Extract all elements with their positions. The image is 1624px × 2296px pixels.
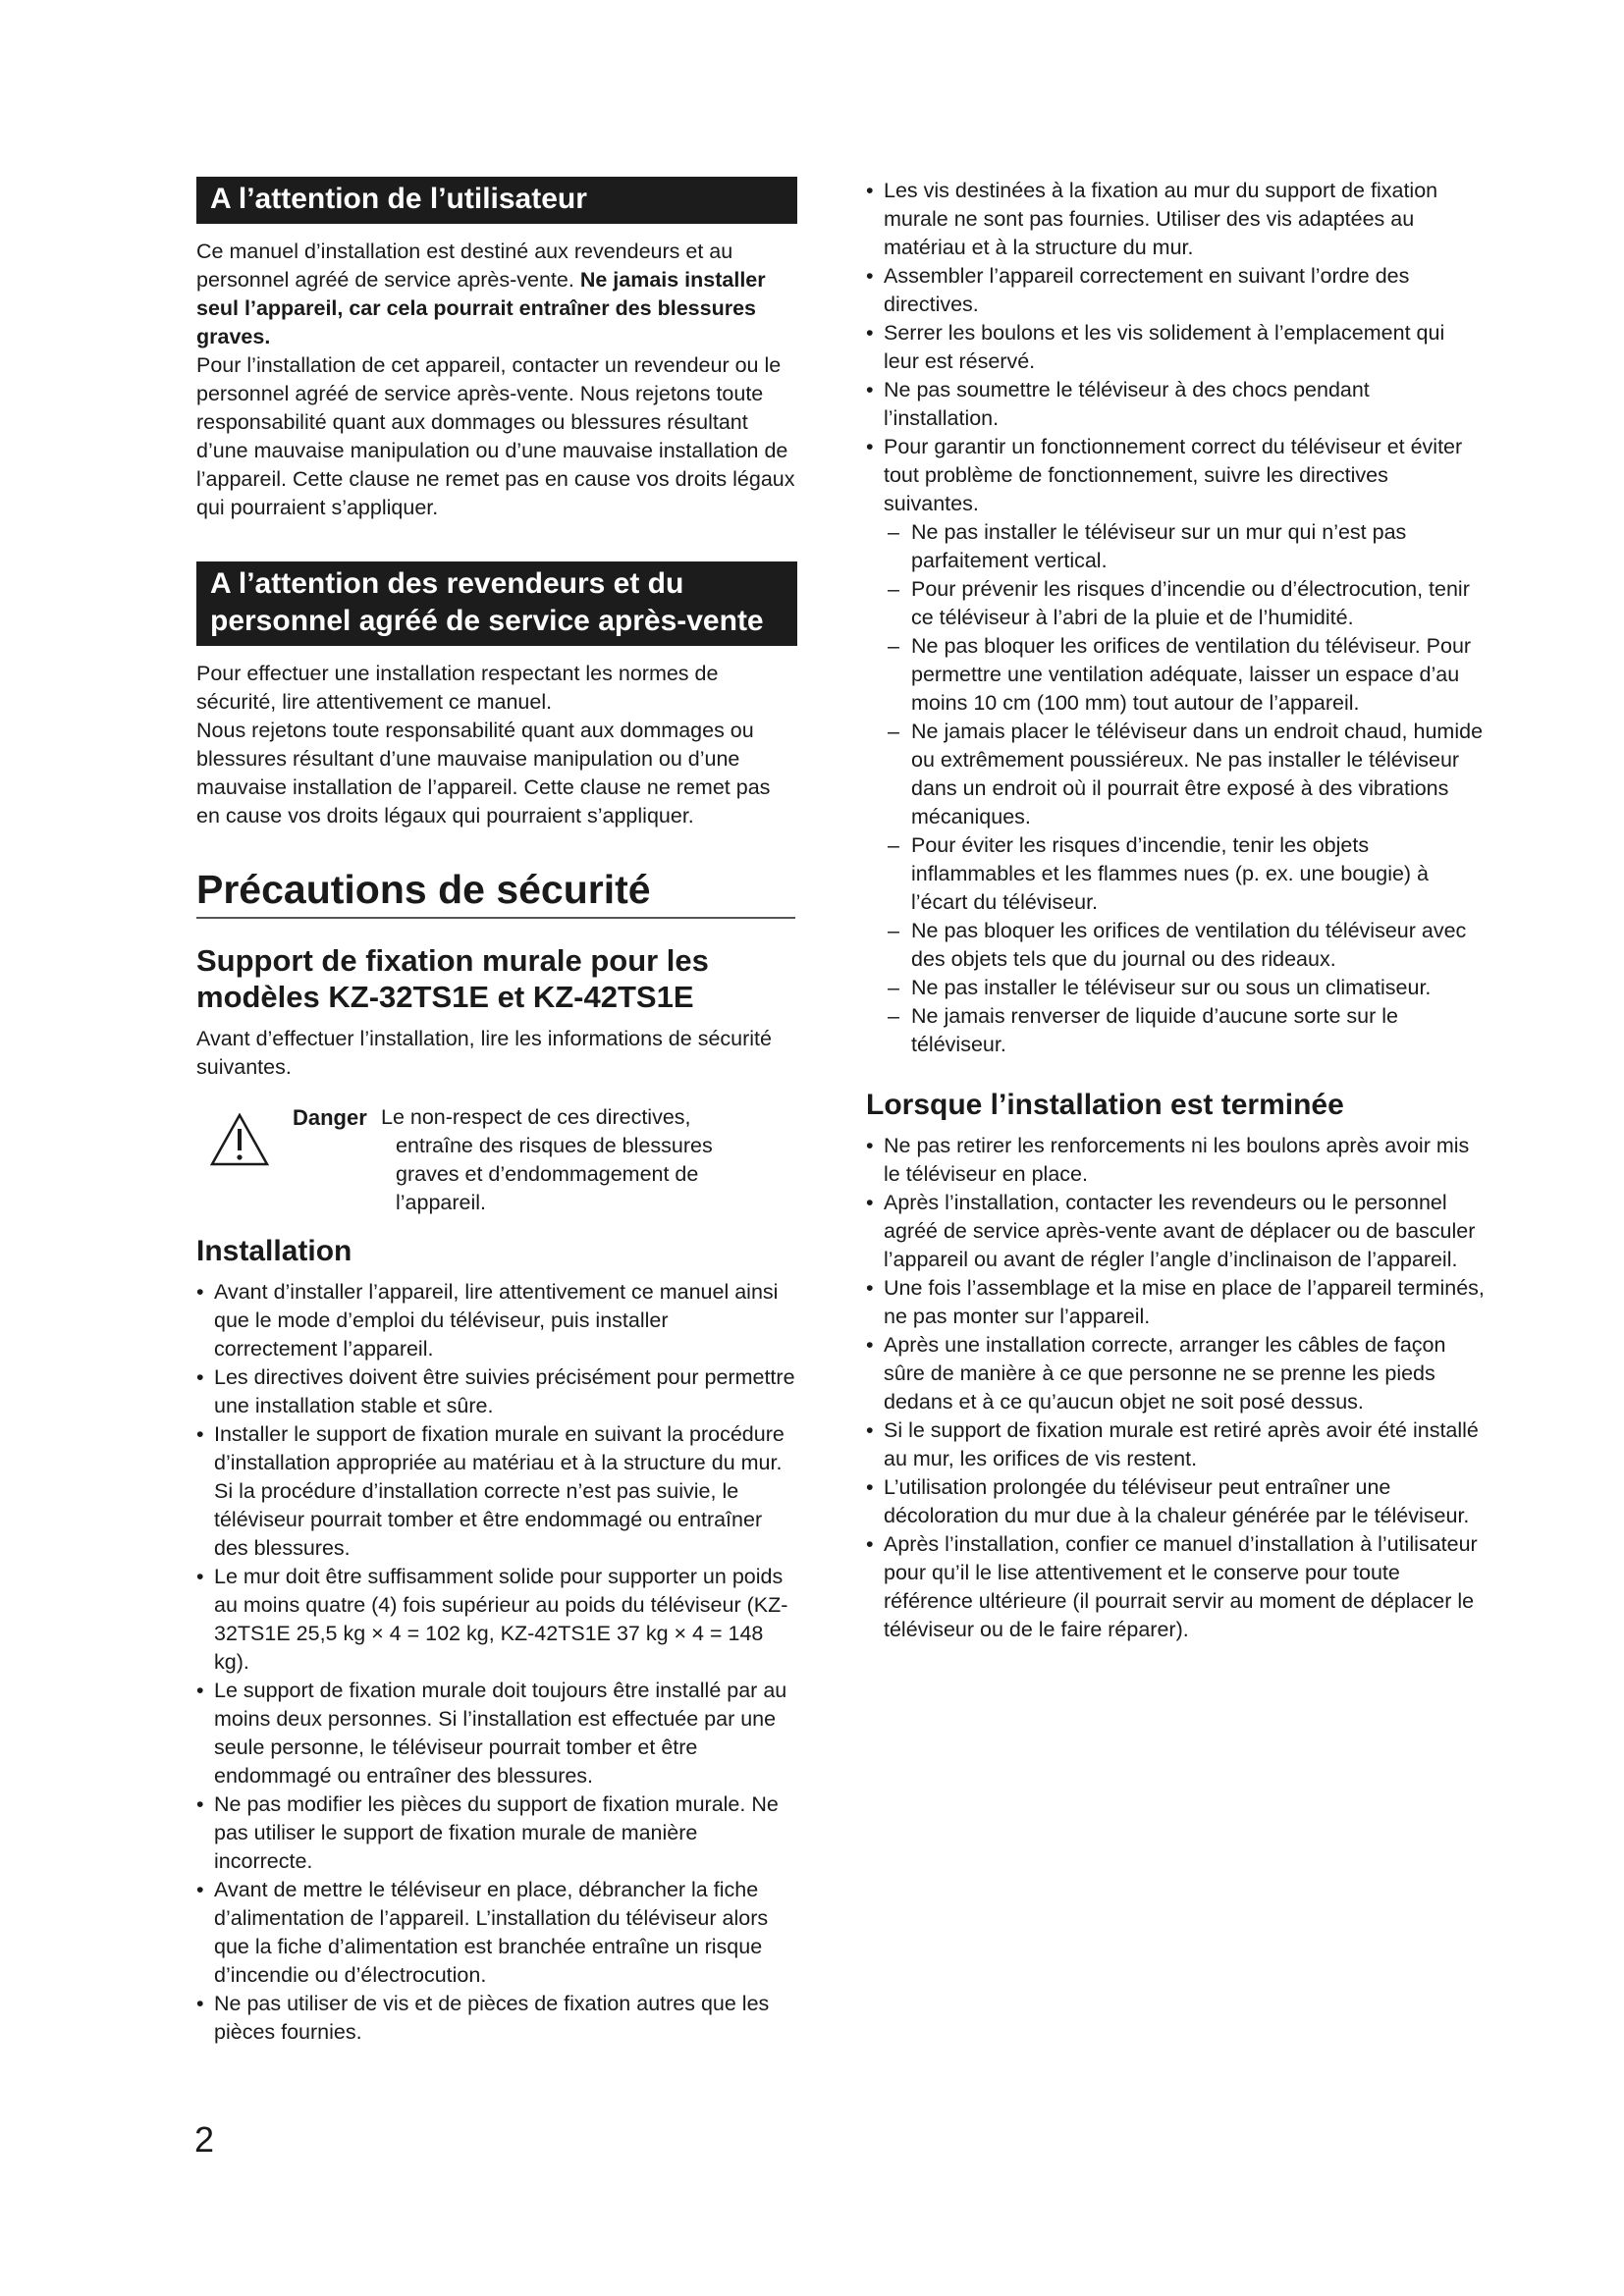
list-item: • Ne pas utiliser de vis et de pièces de fixation autres que les pièces fournies. bbox=[196, 1990, 795, 2047]
list-item: • Avant de mettre le téléviseur en place, débrancher la fiche d’alimentation de l’appareil. L’installation du téléviseur alors que la fiche d’alimentation est branchée entraîne un risque d’incendie ou d’électrocution. bbox=[196, 1876, 795, 1990]
list-item: • Le mur doit être suffisamment solide pour supporter un poids au moins quatre (4) fois supérieur au poids du téléviseur (KZ-32TS1E 25,5 kg × 4 = 102 kg, KZ-42TS1E 37 kg × 4 = 148 kg). bbox=[196, 1563, 795, 1677]
dealer-notice-banner bbox=[196, 561, 797, 646]
installation-list-continued bbox=[866, 177, 1485, 518]
user-notice-liability: Pour l’installation de cet appareil, contacter un revendeur ou le personnel agréé de service après-vente. Nous rejetons toute responsabilité quant aux dommages ou blessures résultant d’une mauvaise manipulation ou d’une mauvaise installation de l’appareil. Cette clause ne remet pas en cause vos droits légaux qui pourraient s’appliquer. bbox=[196, 353, 795, 519]
wall-bracket-heading: Support de fixation murale pour les modèles KZ-32TS1E et KZ-42TS1E bbox=[196, 943, 709, 1014]
list-item: – Ne jamais placer le téléviseur dans un endroit chaud, humide ou extrêmement poussiéreux. Ne pas installer le téléviseur dans un endroit où il pourrait être exposé à des vibrations mécaniques. bbox=[888, 718, 1485, 831]
right-column bbox=[866, 177, 1485, 1644]
danger-notice bbox=[196, 1103, 795, 1219]
list-item: • Après l’installation, confier ce manuel d’installation à l’utilisateur pour qu’il le lise attentivement et le conserve pour toute référence ultérieure (il pourrait servir au moment de déplacer le téléviseur ou de le faire réparer). bbox=[866, 1530, 1485, 1644]
installation-list bbox=[196, 1278, 795, 2047]
list-item: • Le support de fixation murale doit toujours être installé par au moins deux personnes. Si l’installation est effectuée par une seule personne, le téléviseur pourrait tomber et être endommagé ou entraîner des blessures. bbox=[196, 1677, 795, 1790]
after-installation-heading: Lorsque l’installation est terminée bbox=[866, 1089, 1344, 1121]
page-number: 2 bbox=[194, 2119, 215, 2160]
user-notice-warning: Ne jamais installer seul l’appareil, car cela pourrait entraîner des blessures graves. bbox=[196, 268, 766, 348]
list-item: • Après l’installation, contacter les revendeurs ou le personnel agréé de service après-vente avant de déplacer ou de basculer l’appareil ou avant de régler l’angle d’inclinaison de l’appareil. bbox=[866, 1189, 1485, 1274]
wall-bracket-intro: Avant d’effectuer l’installation, lire les informations de sécurité suivantes. bbox=[196, 1027, 772, 1079]
list-item: • Les vis destinées à la fixation au mur du support de fixation murale ne sont pas fournies. Utiliser des vis adaptées au matériau et à la structure du mur. bbox=[866, 177, 1485, 262]
list-item: • Assembler l’appareil correctement en suivant l’ordre des directives. bbox=[866, 262, 1485, 319]
list-item: • Serrer les boulons et les vis solidement à l’emplacement qui leur est réservé. bbox=[866, 319, 1485, 376]
dealer-notice-paragraph: Pour effectuer une installation respectant les normes de sécurité, lire attentivement ce manuel. bbox=[196, 662, 719, 714]
installation-heading: Installation bbox=[196, 1235, 352, 1267]
list-item: • Après une installation correcte, arranger les câbles de façon sûre de manière à ce que personne ne se prenne les pieds dedans et à ce qu’aucun objet ne soit posé dessus. bbox=[866, 1331, 1485, 1416]
list-item: • Avant d’installer l’appareil, lire attentivement ce manuel ainsi que le mode d’emploi du téléviseur, puis installer correctement l’appareil. bbox=[196, 1278, 795, 1363]
warning-triangle-icon bbox=[210, 1113, 269, 1166]
list-item: – Ne pas installer le téléviseur sur ou sous un climatiseur. bbox=[888, 974, 1485, 1002]
danger-label: Danger bbox=[293, 1105, 367, 1130]
list-item: – Ne pas bloquer les orifices de ventilation du téléviseur. Pour permettre une ventilation adéquate, laisser un espace d’au moins 10 cm (100 mm) tout autour de l’appareil. bbox=[888, 632, 1485, 718]
danger-text-line1: Le non-respect de ces directives, bbox=[381, 1105, 691, 1129]
left-column bbox=[196, 177, 795, 2047]
user-notice-paragraph bbox=[196, 238, 795, 351]
list-item: – Pour prévenir les risques d’incendie ou d’électrocution, tenir ce téléviseur à l’abri de la pluie et de l’humidité. bbox=[888, 575, 1485, 632]
list-item: • Installer le support de fixation murale en suivant la procédure d’installation appropriée au matériau et à la structure du mur. Si la procédure d’installation correcte n’est pas suivie, le téléviseur pourrait tomber et être endommagé ou entraîner des blessures. bbox=[196, 1420, 795, 1563]
danger-text-line2: entraîne des risques de blessures graves et d’endommagement de l’appareil. bbox=[396, 1134, 713, 1214]
list-item: • Les directives doivent être suivies précisément pour permettre une installation stable et sûre. bbox=[196, 1363, 795, 1420]
dealer-notice-title-line1: A l’attention des revendeurs et du bbox=[210, 567, 684, 600]
list-item: • Pour garantir un fonctionnement correct du téléviseur et éviter tout problème de fonctionnement, suivre les directives suivantes. bbox=[866, 433, 1485, 518]
list-item: • L’utilisation prolongée du téléviseur peut entraîner une décoloration du mur due à la chaleur générée par le téléviseur. bbox=[866, 1473, 1485, 1530]
danger-text bbox=[381, 1103, 774, 1217]
directives-sublist bbox=[866, 518, 1485, 1059]
safety-precautions-heading: Précautions de sécurité bbox=[196, 864, 795, 919]
list-item: • Ne pas soumettre le téléviseur à des chocs pendant l’installation. bbox=[866, 376, 1485, 433]
user-notice-title: A l’attention de l’utilisateur bbox=[210, 183, 587, 215]
user-notice-text: Ce manuel d’installation est destiné aux revendeurs et au personnel agréé de service après-vente. bbox=[196, 240, 733, 292]
dealer-notice-liability: Nous rejetons toute responsabilité quant aux dommages ou blessures résultant d’une mauvaise manipulation ou d’une mauvaise installation de l’appareil. Cette clause ne remet pas en cause vos droits légaux qui pourraient s’appliquer. bbox=[196, 719, 771, 828]
dealer-notice-title-line2: personnel agréé de service après-vente bbox=[210, 605, 764, 637]
list-item: • Ne pas retirer les renforcements ni les boulons après avoir mis le téléviseur en place. bbox=[866, 1132, 1485, 1189]
after-installation-list bbox=[866, 1132, 1485, 1644]
list-item: – Ne pas installer le téléviseur sur un mur qui n’est pas parfaitement vertical. bbox=[888, 518, 1485, 575]
user-notice-banner bbox=[196, 177, 797, 224]
list-item: • Si le support de fixation murale est retiré après avoir été installé au mur, les orifices de vis restent. bbox=[866, 1416, 1485, 1473]
list-item: • Une fois l’assemblage et la mise en place de l’appareil terminés, ne pas monter sur l’appareil. bbox=[866, 1274, 1485, 1331]
list-item: – Pour éviter les risques d’incendie, tenir les objets inflammables et les flammes nues (p. ex. une bougie) à l’écart du téléviseur. bbox=[888, 831, 1485, 917]
list-item: – Ne pas bloquer les orifices de ventilation du téléviseur avec des objets tels que du journal ou des rideaux. bbox=[888, 917, 1485, 974]
list-item: • Ne pas modifier les pièces du support de fixation murale. Ne pas utiliser le support de fixation murale de manière incorrecte. bbox=[196, 1790, 795, 1876]
list-item: – Ne jamais renverser de liquide d’aucune sorte sur le téléviseur. bbox=[888, 1002, 1485, 1059]
